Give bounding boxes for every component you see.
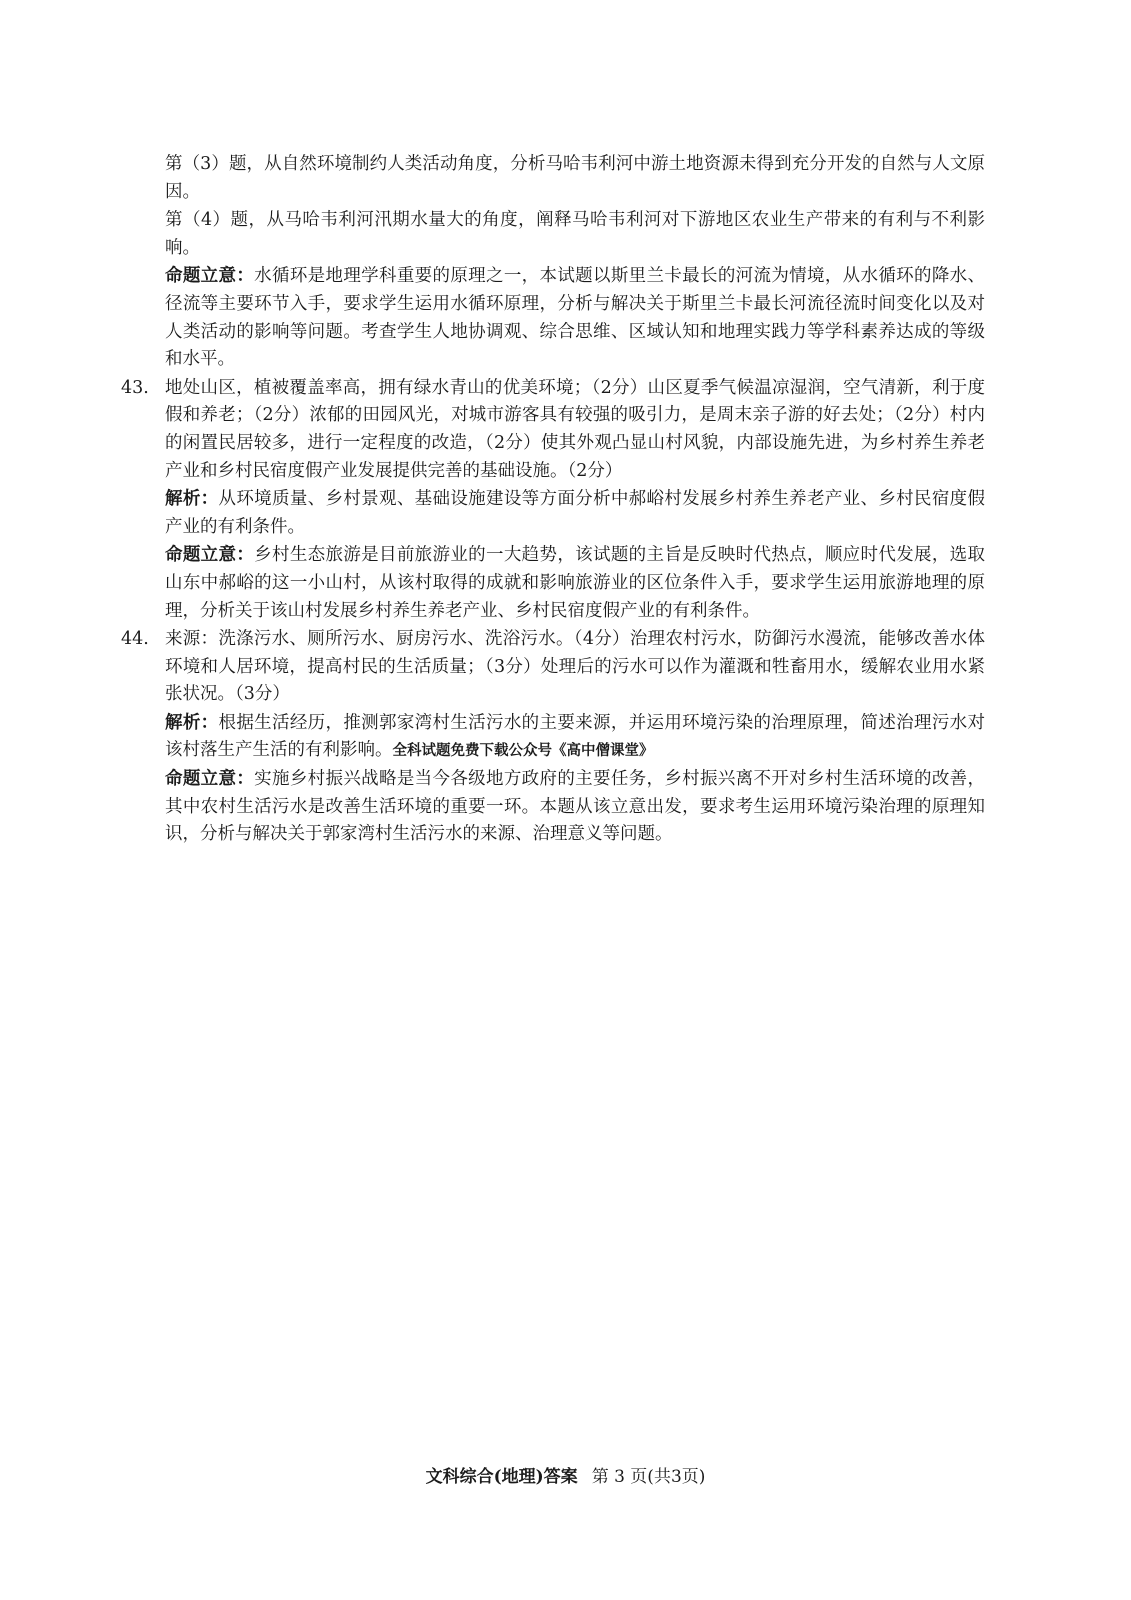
answer-content xyxy=(121,151,986,849)
q42-intent xyxy=(165,263,985,373)
q4-explanation xyxy=(165,207,985,262)
q43-answer-text: 地处山区，植被覆盖率高，拥有绿水青山的优美环境；（2分）山区夏季气候温凉湿润，空气清新，利于度假和养老；（2分）浓郁的田园风光，对城市游客具有较强的吸引力，是周末亲子游的好去处；（2分）村内的闲置民居较多，进行一定程度的改造，（2分）使其外观凸显山村风貌，内部设施先进，为乡村养生养老产业和乡村民宿度假产业发展提供完善的基础设施。（2分） xyxy=(165,377,985,481)
q3-explanation-text: 第（3）题，从自然环境制约人类活动角度，分析马哈韦利河中游土地资源未得到充分开发的自然与人文原因。 xyxy=(165,154,985,202)
q43-analysis xyxy=(165,486,985,541)
q42-intent-label: 命题立意： xyxy=(165,266,255,287)
q4-explanation-text: 第（4）题，从马哈韦利河汛期水量大的角度，阐释马哈韦利河对下游地区农业生产带来的有利与不利影响。 xyxy=(165,210,985,258)
q43-answer xyxy=(121,375,985,485)
footer-title: 文科综合(地理)答案 xyxy=(425,1467,578,1487)
q43-intent xyxy=(165,542,985,625)
q43-analysis-text: 从环境质量、乡村景观、基础设施建设等方面分析中郝峪村发展乡村养生养老产业、乡村民宿度假产业的有利条件。 xyxy=(165,489,985,537)
q44-intent-text: 实施乡村振兴战略是当今各级地方政府的主要任务，乡村振兴离不开对乡村生活环境的改善，其中农村生活污水是改善生活环境的重要一环。本题从该立意出发，要求考生运用环境污染治理的原理知识，分析与解决关于郭家湾村生活污水的来源、治理意义等问题。 xyxy=(165,769,986,845)
promo-watermark-text: 全科试题免费下载公众号《高中僧课堂》 xyxy=(392,742,654,760)
q44-number: 44. xyxy=(121,629,149,650)
footer-page-number: 第 3 页(共3页) xyxy=(591,1467,706,1487)
q43-intent-label: 命题立意： xyxy=(165,545,255,566)
q43-analysis-label: 解析： xyxy=(165,489,219,510)
q43-number: 43. xyxy=(121,377,149,398)
q42-intent-text: 水循环是地理学科重要的原理之一，本试题以斯里兰卡最长的河流为情境，从水循环的降水、径流等主要环节入手，要求学生运用水循环原理，分析与解决关于斯里兰卡最长河流径流时间变化以及对人类活动的影响等问题。考查学生人地协调观、综合思维、区域认知和地理实践力等学科素养达成的等级和水平。 xyxy=(165,266,986,370)
q43-intent-text: 乡村生态旅游是目前旅游业的一大趋势，该试题的主旨是反映时代热点，顺应时代发展，选取山东中郝峪的这一小山村，从该村取得的成就和影响旅游业的区位条件入手，要求学生运用旅游地理的原理，分析关于该山村发展乡村养生养老产业、乡村民宿度假产业的有利条件。 xyxy=(165,545,986,621)
q44-intent-label: 命题立意： xyxy=(165,769,255,790)
q44-intent xyxy=(165,766,985,849)
q44-analysis xyxy=(165,710,985,765)
q44-answer-text: 来源：洗涤污水、厕所污水、厨房污水、洗浴污水。（4分）治理农村污水，防御污水漫流，能够改善水体环境和人居环境，提高村民的生活质量；（3分）处理后的污水可以作为灌溉和牲畜用水，缓解农业用水紧张状况。（3分） xyxy=(165,629,985,705)
q44-analysis-text: 根据生活经历，推测郭家湾村生活污水的主要来源，并运用环境污染的治理原理，简述治理污水对该村落生产生活的有利影响。 xyxy=(165,712,985,761)
q44-analysis-label: 解析： xyxy=(165,712,219,733)
q3-explanation xyxy=(165,151,985,206)
page-footer xyxy=(0,1462,1131,1487)
q44-answer xyxy=(121,626,985,709)
